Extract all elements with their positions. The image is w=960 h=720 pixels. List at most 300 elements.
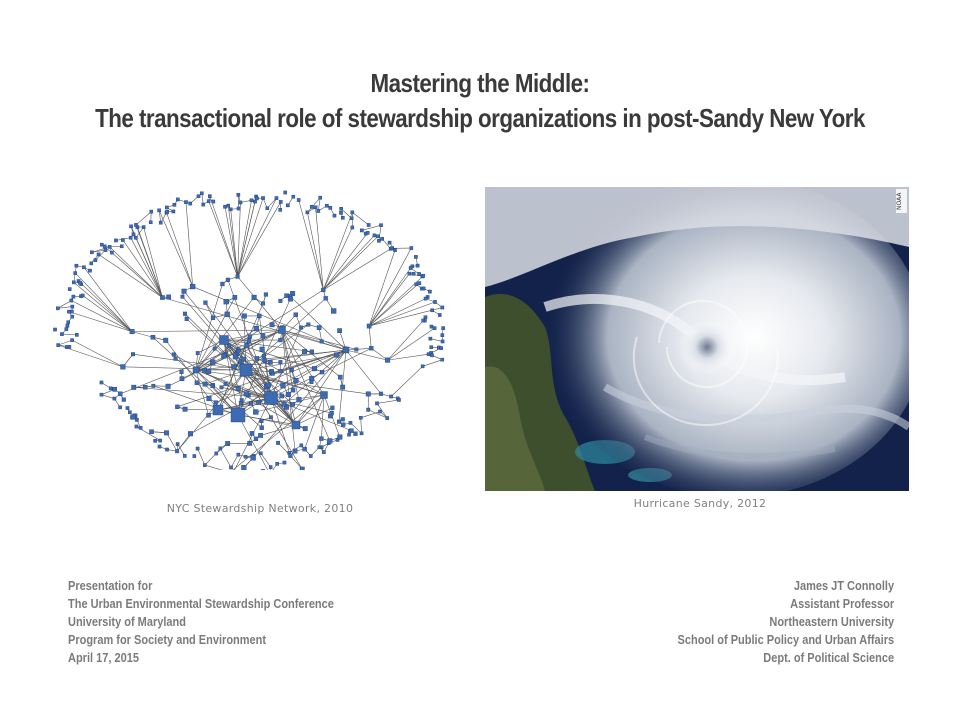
network-node	[184, 201, 187, 204]
network-node	[150, 210, 153, 213]
network-node	[269, 465, 272, 468]
network-node	[183, 454, 186, 457]
network-node	[381, 237, 384, 240]
network-edge	[228, 206, 237, 277]
network-node	[319, 437, 323, 441]
network-node	[442, 327, 445, 330]
network-node	[266, 383, 271, 388]
network-node	[422, 319, 425, 322]
network-edge	[79, 281, 133, 332]
network-node	[360, 432, 363, 435]
network-node	[104, 248, 107, 251]
network-node	[350, 217, 353, 220]
network-node	[185, 317, 189, 321]
network-node	[333, 214, 336, 217]
network-edge	[369, 302, 435, 326]
presentation-date: April 17, 2015	[68, 651, 139, 665]
network-node	[237, 453, 240, 456]
network-node	[257, 314, 261, 318]
network-node	[97, 253, 100, 256]
network-edge	[388, 354, 429, 360]
network-node	[430, 346, 433, 349]
network-node	[309, 376, 313, 380]
network-node	[135, 425, 138, 428]
network-node	[130, 329, 135, 334]
network-node	[349, 429, 353, 433]
network-node	[250, 431, 254, 435]
network-node	[121, 238, 124, 241]
network-node	[253, 200, 256, 203]
network-node	[174, 357, 177, 360]
network-node	[415, 283, 418, 286]
network-edge	[112, 253, 163, 298]
network-node	[248, 441, 252, 445]
network-node	[109, 387, 112, 390]
network-node	[78, 281, 81, 284]
network-node	[260, 347, 265, 352]
network-node	[291, 388, 295, 392]
network-node	[149, 221, 152, 224]
network-node	[226, 278, 230, 282]
network-node	[367, 223, 370, 226]
network-node	[441, 340, 444, 343]
network-node	[341, 417, 345, 421]
network-node	[288, 297, 293, 302]
network-node	[433, 300, 436, 303]
network-node	[248, 335, 252, 339]
network-node	[320, 340, 324, 344]
network-edge	[123, 240, 163, 297]
network-node	[271, 372, 274, 375]
network-node	[143, 385, 147, 389]
satellite-caption: Hurricane Sandy, 2012	[633, 497, 767, 510]
network-node	[225, 312, 230, 317]
network-node	[131, 352, 134, 355]
network-node	[176, 442, 179, 445]
network-node	[280, 394, 284, 398]
network-node	[343, 347, 349, 353]
network-node	[90, 251, 93, 254]
network-node	[255, 356, 259, 360]
network-node	[239, 401, 243, 405]
network-edge	[58, 340, 72, 345]
network-node	[131, 415, 136, 420]
university-name: University of Maryland	[68, 615, 186, 629]
network-node	[430, 325, 433, 328]
network-node	[129, 236, 132, 239]
network-edge	[231, 455, 238, 468]
network-node	[207, 369, 211, 373]
network-node	[322, 450, 325, 453]
network-node	[128, 411, 131, 414]
network-node	[431, 309, 434, 312]
network-node	[291, 402, 295, 406]
network-node	[206, 413, 210, 417]
presenter-name: James JT Connolly	[793, 579, 894, 593]
network-edge	[132, 332, 153, 338]
network-node	[250, 199, 253, 202]
network-node	[189, 202, 192, 205]
network-node	[71, 305, 74, 308]
network-node	[163, 338, 168, 343]
network-node	[232, 364, 237, 369]
network-node	[56, 307, 59, 310]
network-node	[229, 208, 232, 211]
network-node	[82, 266, 85, 269]
network-node	[94, 258, 97, 261]
network-node	[71, 315, 74, 318]
network-node	[351, 226, 354, 229]
network-edge	[238, 198, 263, 277]
network-node	[211, 384, 215, 388]
network-edge	[220, 448, 231, 467]
network-node	[286, 204, 289, 207]
network-node	[389, 395, 392, 398]
network-node	[284, 191, 287, 194]
network-node	[409, 266, 412, 269]
network-node	[263, 358, 267, 362]
network-edge	[362, 225, 381, 230]
network-node	[103, 245, 106, 248]
network-node	[100, 243, 103, 246]
network-node	[195, 381, 199, 385]
network-node	[390, 247, 393, 250]
network-node	[366, 231, 369, 234]
network-node	[422, 274, 425, 277]
network-node	[100, 393, 103, 396]
network-node	[68, 288, 71, 291]
network-node	[208, 195, 211, 198]
network-node	[340, 207, 343, 210]
network-node	[251, 455, 256, 460]
network-node	[183, 312, 187, 316]
network-node	[151, 335, 155, 339]
network-edge	[352, 212, 368, 225]
network-node	[237, 193, 240, 196]
noaa-watermark: NOAA	[896, 189, 907, 213]
network-edge	[196, 297, 235, 370]
network-node	[244, 392, 248, 396]
network-node	[306, 211, 309, 214]
network-node	[279, 369, 283, 373]
network-node	[297, 198, 300, 201]
network-node	[74, 272, 77, 275]
network-node	[257, 400, 261, 404]
network-edge	[71, 300, 132, 331]
presenter-title: Assistant Professor	[790, 597, 894, 611]
network-edge	[361, 418, 362, 434]
network-node	[241, 465, 246, 470]
network-node	[261, 196, 264, 199]
slide-title-line2: The transactional role of stewardship organizations in post-Sandy New York	[95, 103, 865, 133]
network-node	[318, 446, 321, 449]
network-node	[207, 200, 210, 203]
network-node	[118, 406, 121, 409]
network-node	[279, 200, 282, 203]
network-node	[114, 239, 117, 242]
network-edge	[361, 412, 380, 418]
network-edge	[110, 247, 163, 298]
network-node	[181, 295, 184, 298]
network-node	[154, 439, 157, 442]
network-node	[303, 426, 307, 430]
network-node	[213, 347, 216, 350]
network-node	[338, 435, 343, 440]
network-edge	[323, 235, 374, 290]
network-node	[269, 416, 272, 419]
network-node	[292, 421, 300, 429]
network-node	[408, 272, 411, 275]
network-node	[241, 357, 245, 361]
network-edge	[132, 330, 282, 332]
network-node	[310, 380, 313, 383]
network-node	[438, 313, 441, 316]
network-node	[211, 316, 215, 320]
network-node	[397, 398, 400, 401]
presentation-info	[68, 577, 334, 667]
network-node	[100, 381, 103, 384]
network-node	[424, 297, 427, 300]
network-node	[282, 402, 287, 407]
network-node	[159, 439, 162, 442]
network-node	[139, 426, 142, 429]
network-node	[412, 272, 415, 275]
network-node	[310, 350, 314, 354]
network-edge	[83, 296, 132, 332]
network-node	[317, 209, 320, 212]
network-node	[126, 406, 129, 409]
network-node	[227, 204, 230, 207]
network-node	[120, 245, 123, 248]
network-edge	[430, 339, 442, 342]
network-node	[321, 392, 328, 399]
network-edge	[369, 299, 425, 326]
network-node	[224, 299, 229, 304]
network-node	[337, 329, 341, 333]
network-edge	[136, 225, 162, 298]
network-node	[229, 466, 232, 469]
presenter-info	[677, 577, 894, 667]
network-edge	[346, 350, 388, 360]
network-node	[359, 416, 362, 419]
network-node	[410, 246, 413, 249]
network-node	[203, 368, 207, 372]
network-node	[57, 344, 60, 347]
network-edge	[391, 366, 423, 396]
network-edge	[238, 198, 277, 277]
network-node	[262, 354, 266, 358]
network-node	[260, 419, 264, 423]
network-node	[237, 207, 240, 210]
network-node	[254, 437, 258, 441]
network-node	[236, 275, 240, 279]
network-node	[183, 407, 187, 411]
network-edge	[72, 340, 123, 367]
network-node	[440, 346, 443, 349]
network-node	[319, 196, 322, 199]
network-node	[108, 245, 111, 248]
network-node	[292, 195, 295, 198]
network-edge	[388, 321, 424, 361]
network-node	[180, 370, 184, 374]
hurricane-satellite-image	[485, 187, 909, 491]
network-node	[417, 272, 420, 275]
network-node	[196, 447, 199, 450]
network-node	[300, 444, 303, 447]
network-node	[173, 203, 176, 206]
network-edge	[369, 326, 371, 348]
network-node	[429, 337, 432, 340]
network-edge	[323, 212, 352, 290]
network-node	[196, 351, 199, 354]
network-node	[175, 405, 179, 409]
network-edge	[377, 400, 399, 403]
network-node	[66, 324, 69, 327]
network-edge	[282, 330, 346, 350]
network-node	[132, 233, 135, 236]
network-node	[255, 197, 258, 200]
network-edge	[167, 213, 193, 287]
network-node	[75, 264, 78, 267]
network-edge	[209, 201, 238, 277]
network-node	[72, 281, 75, 284]
network-node	[180, 377, 184, 381]
network-node	[340, 385, 344, 389]
network-node	[441, 358, 444, 361]
network-node	[90, 262, 93, 265]
network-node	[275, 196, 278, 199]
network-node	[110, 251, 113, 254]
network-node	[377, 239, 380, 242]
network-node	[258, 433, 262, 437]
network-node	[306, 323, 310, 327]
network-node	[337, 420, 341, 424]
network-node	[172, 210, 175, 213]
network-node	[245, 344, 249, 348]
network-node	[329, 206, 332, 209]
network-node	[53, 328, 56, 331]
network-node	[418, 282, 421, 285]
network-node	[68, 345, 71, 348]
network-node	[433, 327, 436, 330]
network-edge	[84, 267, 132, 331]
network-node	[239, 201, 242, 204]
network-node	[430, 354, 433, 357]
presenter-school: School of Public Policy and Urban Affairs	[677, 633, 894, 647]
network-node	[220, 336, 229, 345]
network-node	[223, 205, 226, 208]
network-edge	[323, 249, 390, 290]
network-node	[166, 210, 169, 213]
network-node	[202, 203, 205, 206]
presenter-university: Northeastern University	[769, 615, 894, 629]
network-node	[310, 205, 313, 208]
network-node	[331, 309, 336, 314]
network-edge	[196, 284, 222, 370]
stewardship-network-graph	[46, 170, 456, 470]
network-node	[200, 192, 203, 195]
network-edge	[282, 330, 324, 395]
network-edge	[369, 274, 409, 326]
network-node	[224, 382, 227, 385]
network-node	[134, 223, 137, 226]
network-node	[309, 454, 312, 457]
network-node	[261, 334, 265, 338]
network-node	[70, 299, 73, 302]
network-node	[152, 384, 155, 387]
network-node	[294, 313, 298, 317]
network-node	[190, 284, 195, 289]
network-edge	[198, 449, 205, 466]
network-node	[261, 302, 265, 306]
network-node	[317, 325, 321, 329]
network-node	[122, 398, 126, 402]
network-edge	[74, 282, 132, 331]
network-node	[351, 211, 354, 214]
network-node	[441, 334, 444, 337]
network-node	[132, 385, 136, 389]
network-node	[188, 431, 193, 436]
network-node	[379, 224, 382, 227]
network-node	[283, 461, 286, 464]
network-node	[276, 441, 279, 444]
network-node	[237, 350, 240, 353]
network-node	[414, 255, 417, 258]
network-node	[312, 366, 317, 371]
network-node	[233, 295, 237, 299]
network-node	[236, 386, 241, 391]
network-node	[367, 324, 371, 328]
network-node	[299, 326, 302, 329]
network-node	[60, 333, 63, 336]
network-node	[388, 241, 391, 244]
network-node	[261, 469, 265, 470]
network-node	[347, 433, 350, 436]
network-node	[203, 463, 206, 466]
network-node	[265, 392, 278, 405]
network-node	[197, 195, 200, 198]
network-node	[166, 384, 171, 389]
network-node	[360, 229, 363, 232]
network-node	[264, 293, 268, 297]
network-node	[213, 405, 223, 415]
network-node	[385, 358, 390, 363]
network-node	[270, 323, 274, 327]
network-node	[279, 299, 283, 303]
network-node	[221, 282, 225, 286]
network-node	[242, 314, 247, 319]
network-node	[65, 328, 68, 331]
network-node	[134, 236, 137, 239]
network-node	[259, 452, 262, 455]
slide-title-line1: Mastering the Middle:	[370, 68, 590, 98]
network-node	[254, 326, 259, 331]
network-node	[279, 338, 283, 342]
network-node	[266, 207, 269, 210]
network-edge	[316, 207, 324, 290]
network-edge	[196, 370, 262, 428]
network-node	[366, 392, 370, 396]
network-node	[327, 439, 332, 444]
network-edge	[101, 395, 114, 399]
network-node	[167, 295, 171, 299]
network-node	[320, 370, 324, 374]
network-node	[324, 296, 328, 300]
network-node	[175, 449, 178, 452]
network-node	[289, 454, 293, 458]
network-node	[441, 306, 444, 309]
network-node	[330, 411, 334, 415]
